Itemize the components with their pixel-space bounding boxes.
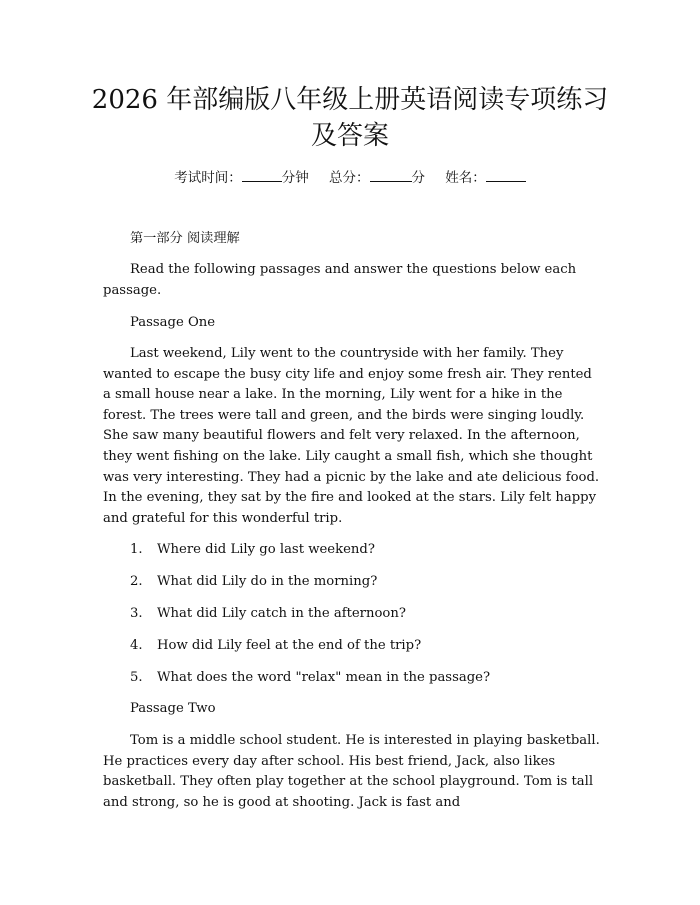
question-number: 3. [130, 606, 143, 621]
exam-time-field [174, 170, 309, 186]
question-number: 2. [130, 574, 143, 589]
total-score-label: 总分： [329, 170, 370, 186]
total-score-field [329, 170, 425, 186]
exam-time-unit: 分钟 [281, 170, 309, 186]
passage-one-label: Passage One [130, 315, 216, 330]
instructions-paragraph: Read the following passages and answer the questions below each passage. [103, 262, 577, 298]
exam-time-blank [242, 181, 282, 182]
name-blank [486, 181, 526, 182]
question-number: 5. [130, 670, 143, 685]
question-item [130, 540, 375, 561]
total-score-unit: 分 [411, 170, 425, 186]
question-number: 1. [130, 542, 143, 557]
name-field [445, 170, 526, 186]
question-item [130, 604, 406, 625]
exam-info-line [0, 168, 700, 188]
passage-two-label: Passage Two [130, 701, 216, 716]
question-text: What does the word "relax" mean in the passage? [157, 670, 491, 685]
passage-two-text: Tom is a middle school student. He is interested in playing basketball. He practices every day after school. His best friend, Jack, also likes basketball. They often play together at the school playground. Tom is tall and strong, so he is good at shooting. Jack is fast and [103, 733, 600, 810]
passage-one-text: Last weekend, Lily went to the countryside with her family. They wanted to escape the busy city life and enjoy some fresh air. They rented a small house near a lake. In the morning, Lily went for a hike in the forest. The trees were tall and green, and the birds were singing loudly. She saw many beautiful flowers and felt very relaxed. In the afternoon, they went fishing on the lake. Lily caught a small fish, which she thought was very interesting. They had a picnic by the lake and ate delicious food. In the evening, they sat by the fire and looked at the stars. Lily felt happy and grateful for this wonderful trip. [103, 346, 600, 526]
question-item [130, 636, 421, 657]
title-line-2: 及答案 [310, 121, 389, 151]
title-line-1: 2026 年部编版八年级上册英语阅读专项练习 [91, 85, 609, 115]
question-item [130, 668, 490, 689]
question-text: How did Lily feel at the end of the trip? [157, 638, 422, 653]
document-title [60, 82, 640, 154]
name-label: 姓名： [445, 170, 486, 186]
question-text: What did Lily do in the morning? [157, 574, 378, 589]
question-item [130, 572, 377, 593]
question-number: 4. [130, 638, 143, 653]
exam-time-label: 考试时间： [174, 170, 242, 186]
section-heading: 第一部分 阅读理解 [130, 231, 240, 246]
question-text: Where did Lily go last weekend? [157, 542, 375, 557]
question-text: What did Lily catch in the afternoon? [157, 606, 406, 621]
total-score-blank [370, 181, 412, 182]
